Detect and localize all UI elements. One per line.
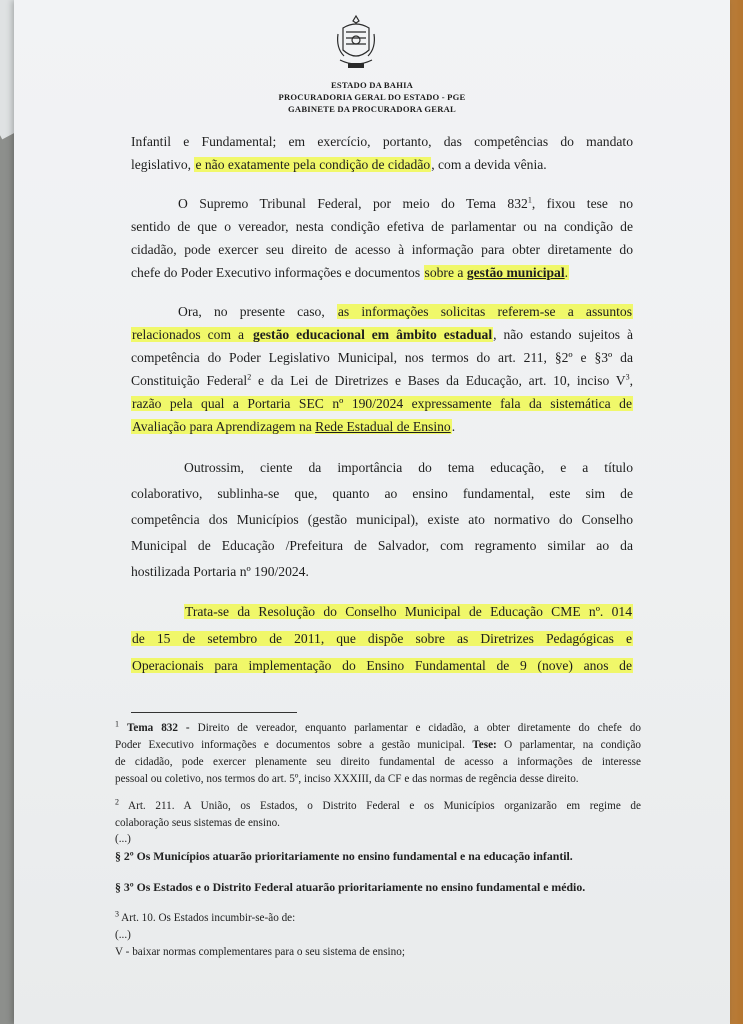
p2-text: chefe do Poder Executivo informações e documentos [131,265,424,280]
footnote-ref-2: 2 [247,372,252,382]
footnote-2-para2: § 2º Os Municípios atuarão prioritariamente no ensino fundamental e na educação infantil. [115,849,573,863]
p1-text: legislativo, [131,157,195,172]
footnote-3-line3: V - baixar normas complementares para o seu sistema de ensino; [115,946,405,958]
p3-text: , [629,373,634,388]
footnote-1-line3: de cidadão, pode exercer plenamente seu direito fundamental de acesso a informações de interesse [115,756,641,768]
p4-line4: Municipal de Educação /Prefeitura de Salvador, com regramento similar ao da [131,538,633,553]
footnote-2-line1 [115,797,641,812]
p1-line1: Infantil e Fundamental; em exercício, portanto, das competências do mandato [131,134,633,149]
p2-text-end: , fixou tese no [531,196,633,211]
p3-text: Ora, no presente caso, [178,304,337,319]
p3-highlight [131,419,452,434]
footnote-1-thesis-label: Tese: [472,739,497,751]
p4-line3: competência dos Municípios (gestão municipal), existe ato normativo do Conselho [131,512,633,527]
header-agency: PROCURADORIA GERAL DO ESTADO - PGE [278,92,466,102]
footnote-1-line1 [115,719,641,734]
p3-line4 [131,373,633,389]
p2-line2: sentido de que o vereador, nesta condição efetiva de parlamentar ou na condição de [131,219,633,234]
p2-text: O Supremo Tribunal Federal, por meio do Tema 832 [178,196,528,211]
footnote-2-line3: (...) [115,833,131,845]
p5-line1 [184,604,633,620]
p3-line5 [131,396,633,412]
p3-text: Constituição Federal [131,373,248,388]
p3-line2 [131,327,633,343]
p5-line2 [131,631,633,647]
p2-line1 [178,196,633,212]
footnote-ref-3: 3 [625,372,630,382]
p2-line3: cidadão, pode exercer seu direito de acesso à informação para obter diretamente do [131,242,633,257]
p3-highlight: relacionados com a [132,327,251,342]
p5-highlight: Operacionais para implementação do Ensino Fundamental de 9 (nove) anos de [132,658,632,673]
footnote-1-text: Direito de vereador, enquanto parlamentar e cidadão, a obter diretamente do chefe do [197,722,641,734]
p4-line5: hostilizada Portaria nº 190/2024. [131,564,309,579]
footnote-1-title: Tema 832 - [126,722,198,734]
p3-text: e da Lei de Diretrizes e Bases da Educação, art. 10, inciso V [251,373,626,388]
footnote-2-number: 2 [115,797,119,807]
p1-highlight: e não exatamente pela condição de cidadão [195,157,431,172]
p3-highlight: razão pela qual a Portaria SEC nº 190/2024 expressamente fala da sistemática de [132,396,632,411]
footnote-2-para3: § 3º Os Estados e o Distrito Federal atuarão prioritariamente no ensino fundamental e médio. [115,880,586,894]
footnote-ref-1: 1 [527,195,532,205]
footnote-1-text: O parlamentar, na condição [496,739,642,751]
footnote-2-text: Art. 211. A União, os Estados, o Distrito Federal e os Municípios organizarão em regime de [119,800,641,812]
p3-text: , não estando sujeitos à [493,327,634,342]
p1-text-end: , com a devida vênia. [431,157,547,172]
p2-highlight-end: . [564,265,569,280]
p5-line3 [131,658,633,674]
p3-text-end: . [451,419,456,434]
footnote-2-line2: colaboração seus sistemas de ensino. [115,817,280,829]
p2-line4 [131,265,633,281]
footnote-3-text: Art. 10. Os Estados incumbir-se-ão de: [119,912,296,924]
p5-highlight: Trata-se da Resolução do Conselho Municipal de Educação CME nº. 014 [185,604,632,619]
header-state: ESTADO DA BAHIA [330,80,414,90]
footnote-1-line2 [115,739,641,751]
footnote-separator [131,712,297,713]
p3-highlight: as informações solicitas referem-se a assuntos [337,304,632,319]
p4-line2: colaborativo, sublinha-se que, quanto ao ensino fundamental, este sim de [131,486,633,501]
p3-line6 [131,419,633,435]
p3-line1 [178,304,633,320]
footnote-3-line2: (...) [115,929,131,941]
p2-highlight-text: sobre a [424,265,467,280]
p5-highlight: de 15 de setembro de 2011, que dispõe sobre as Diretrizes Pedagógicas e [132,631,632,646]
footnote-1-number: 1 [115,719,119,729]
footnote-3-line1 [115,909,641,924]
footnote-3-number: 3 [115,909,119,919]
p3-line3: competência do Poder Legislativo Municipal, nos termos do art. 211, §2º e §3º da [131,350,633,365]
p3-highlight-text: Avaliação para Aprendizagem na [132,419,316,434]
bahia-coat-of-arms-icon [334,14,378,72]
p2-highlight [424,265,570,280]
footnote-1-line4: pessoal ou coletivo, nos termos do art. 5º, inciso XXXIII, da CF e das normas de regência desse direito. [115,773,579,785]
p3-highlight-underline: Rede Estadual de Ensino [315,419,451,434]
p3-highlight-bold: gestão educacional em âmbito estadual [252,327,493,342]
footnote-1-text: Poder Executivo informações e documentos sobre a gestão municipal. [115,739,473,751]
document-page [14,0,730,1024]
p1-line2 [131,157,633,173]
p2-highlight-bold: gestão municipal [466,265,565,280]
header-office: GABINETE DA PROCURADORA GERAL [288,104,456,114]
p4-line1: Outrossim, ciente da importância do tema educação, e a título [184,460,633,475]
